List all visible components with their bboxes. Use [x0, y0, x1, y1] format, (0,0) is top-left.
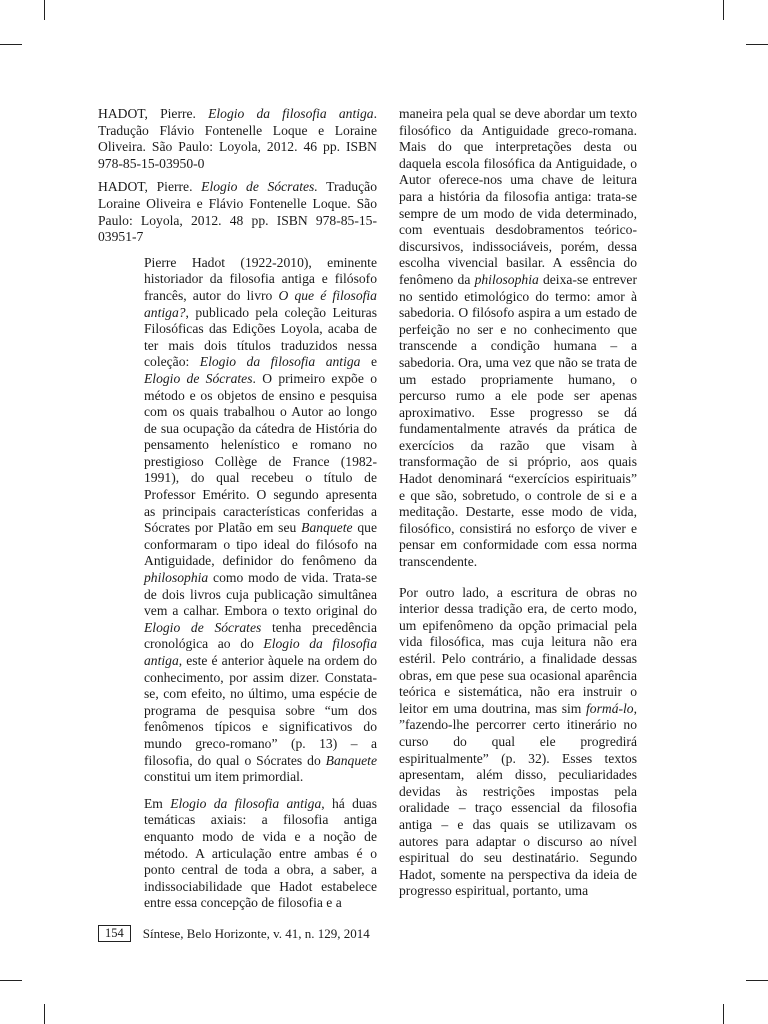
italic-title: Banquete [325, 752, 377, 768]
italic-title: Elogio da filosofia antiga [208, 106, 374, 121]
text-run: e [360, 354, 378, 370]
text-run: . O primeiro expõe o método e os objetos de ensino e pesquisa com os quais trabalhou o Autor ao longo de sua ocupação da cátedra de História do pensamento helenístico e romano no prestigioso Collège de France (1982-1991), do qual recebeu o título de Professor Emérito. O segundo apresenta as principais características conferidas a Sócrates por Platão em seu [144, 370, 377, 536]
text-run: como modo de vida. Trata-se de dois livros cuja publicação simultânea vem a calhar. Embora o texto original do [144, 570, 377, 619]
italic-title: Banquete [301, 520, 353, 536]
italic-title: Elogio da filosofia antiga [170, 795, 322, 811]
text-run: , publicado pela coleção Leituras Filosóficas das Edições Loyola, acaba de ter mais dois títulos traduzidos nessa coleção: [144, 304, 377, 370]
text-run: que conformaram o tipo ideal do filósofo na Antiguidade, definidor do fenômeno da [144, 520, 377, 569]
italic-title: Elogio de Sócrates [144, 370, 253, 386]
journal-citation: Síntese, Belo Horizonte, v. 41, n. 129, 2014 [142, 925, 370, 941]
crop-mark-top-left-vertical [44, 0, 45, 20]
text-run: Por outro lado, a escritura de obras no interior dessa tradição era, de certo modo, um epifenômeno da opção primacial pela vida filosófica, mas cuja leitura não era estéril. Pelo contrário, a finalidade dessas obras, em que pese sua ocasional aparência teórica e sistemática, não era instruir o leitor em uma doutrina, mas sim [399, 584, 637, 716]
right-paragraph-2 [399, 585, 637, 900]
text-run: . Tradução Flávio Fontenelle Loque e Loraine Oliveira. São Paulo: Loyola, 2012. 46 pp. ISBN 978-85-15-03950-0 [98, 106, 378, 171]
text-run: HADOT, Pierre. [98, 106, 209, 121]
text-run: Pierre Hadot (1922-2010), eminente historiador da filosofia antiga e filósofo francês, autor do livro [144, 254, 377, 303]
italic-title: philosophia [144, 570, 209, 586]
text-run: deixa-se entrever no sentido etimológico do termo: amor à sabedoria. O filósofo aspira a um estado de perfeição no ser e no conhecimento que transcende a condição humana – a sabedoria. Ora, uma vez que não se trata de um estado propriamente humano, o percurso rumo a ele pode ser apenas aproximativo. Esse progresso se dá fundamentalmente através da prática de exercícios da razão que visam à transformação de si próprio, aos quais Hadot denominará “exercícios espirituais” e que são, sobretudo, o controle de si e a meditação. Destarte, esse modo de vida, filosófico, consistirá no esforço de viver e pensar em conformidade com essa norma transcendente. [399, 271, 637, 570]
crop-mark-bottom-right-horizontal [746, 980, 768, 981]
crop-mark-bottom-right-vertical [723, 1004, 724, 1024]
italic-title: formá-lo [586, 700, 634, 716]
italic-title: Elogio de Sócrates. [201, 179, 318, 195]
crop-mark-top-right-vertical [723, 0, 724, 20]
crop-mark-top-right-horizontal [746, 44, 768, 45]
text-run: tenha precedência cronológica ao do [144, 619, 377, 652]
left-body [144, 255, 377, 912]
reference-1 [98, 106, 377, 172]
reference-2 [98, 179, 377, 245]
text-run: , ”fazendo-lhe percorrer certo itinerário no curso do qual ele progredirá espiritualmente” (p. 32). Esses textos apresentam, além disso, peculiaridades devidas às restrições impostas pela oralidade – traço essencial da filosofia antiga – e das quais se utilizavam os autores para adaptar o discurso ao nível espiritual do seu destinatário. Segundo Hadot, somente na perspectiva da ideia de progresso espiritual, portanto, uma [399, 700, 637, 899]
italic-title: Elogio da filosofia antiga [199, 354, 361, 370]
crop-mark-bottom-left-vertical [44, 1004, 45, 1024]
right-paragraph-1 [399, 106, 637, 571]
crop-mark-top-left-horizontal [0, 44, 22, 45]
page-number: 154 [98, 925, 131, 942]
text-run: , este é anterior àquele na ordem do conhecimento, por assim dizer. Constata-se, com efeito, no último, uma espécie de programa de pesquisa sobre “um dos fenômenos típicos e significativos do mundo greco-romano” (p. 13) – a filosofia, do qual o Sócrates do [144, 653, 377, 768]
left-paragraph-1 [144, 255, 377, 786]
italic-title: O que é filosofia antiga? [144, 287, 377, 320]
italic-title: Elogio da filosofia antiga [144, 636, 377, 668]
page-footer [98, 925, 370, 942]
right-column [399, 106, 637, 914]
left-paragraph-2 [144, 796, 377, 912]
text-run: HADOT, Pierre. [98, 179, 202, 195]
text-run: constitui um item primordial. [144, 769, 304, 785]
left-column [98, 106, 377, 922]
text-run: Em [144, 795, 171, 811]
text-run: , há duas temáticas axiais: a filosofia antiga enquanto modo de vida e a noção de método. A articulação entre ambas é o ponto central de toda a obra, a saber, a indissociabilidade que Hadot estabelece entre essa concepção de filosofia e a [144, 795, 378, 911]
crop-mark-bottom-left-horizontal [0, 980, 22, 981]
text-run: maneira pela qual se deve abordar um texto filosófico da Antiguidade greco-romana. Mais do que interpretações desta ou daquela escola filosófica da Antiguidade, o Autor oferece-nos uma chave de leitura para a história da filosofia antiga: trata-se sempre de um modo de vida determinado, com eventuais desdobramentos teórico-discursivos, indissociáveis, porém, dessa escolha vivencial basilar. A essência do fenômeno da [399, 106, 637, 287]
italic-title: Elogio de Sócrates [144, 619, 262, 635]
text-run: Tradução Loraine Oliveira e Flávio Fontenelle Loque. São Paulo: Loyola, 2012. 48 pp. ISBN 978-85-15-03951-7 [98, 179, 378, 245]
italic-title: philosophia [474, 271, 539, 287]
